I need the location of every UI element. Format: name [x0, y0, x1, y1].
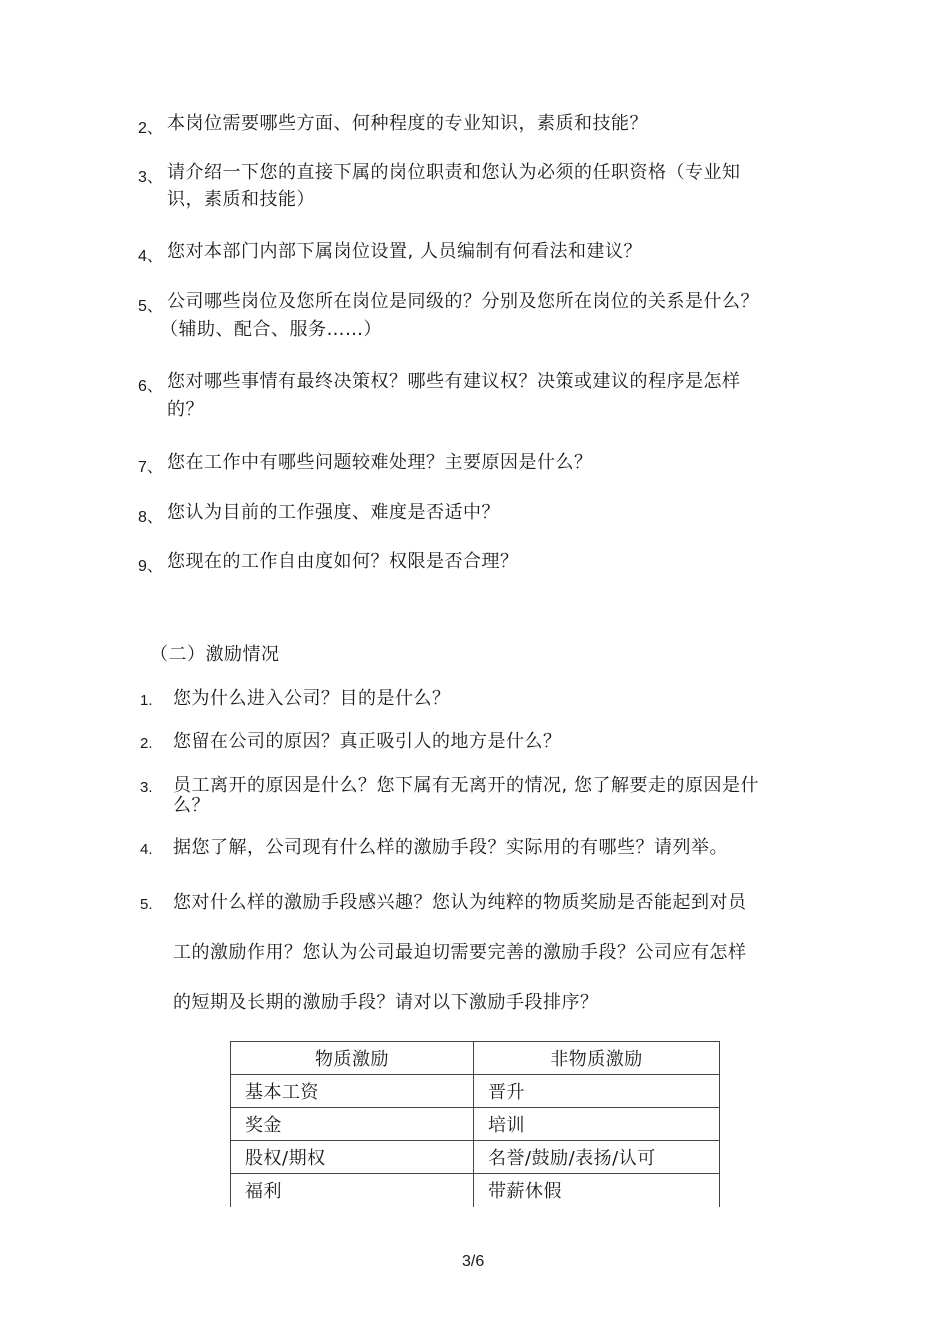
question-text: 本岗位需要哪些方面、何种程度的专业知识，素质和技能？ — [167, 113, 648, 134]
question-text: 员工离开的原因是什么？您下属有无离开的情况, 您了解要走的原因是什 — [173, 775, 759, 796]
column-header-material: 物质激励 — [231, 1042, 474, 1075]
table-header-row — [231, 1042, 720, 1075]
page-number: 3/6 — [462, 1253, 485, 1270]
question-text: 您在工作中有哪些问题较难处理？主要原因是什么？ — [167, 452, 593, 473]
column-header-non-material: 非物质激励 — [474, 1042, 720, 1075]
incentive-table — [230, 1041, 720, 1207]
table-cell: 福利 — [231, 1174, 474, 1207]
question-number: 9、 — [138, 558, 163, 575]
question-text: 您为什么进入公司？目的是什么？ — [173, 688, 451, 709]
table-cell: 股权/期权 — [231, 1141, 474, 1174]
question-number: 4、 — [138, 248, 163, 265]
table-cell: 名誉/鼓励/表扬/认可 — [474, 1141, 720, 1174]
question-text: 您对哪些事情有最终决策权？哪些有建议权？决策或建议的程序是怎样 — [167, 371, 741, 392]
question-text: 您留在公司的原因？真正吸引人的地方是什么？ — [173, 731, 562, 752]
table-cell: 基本工资 — [231, 1075, 474, 1108]
question-text: 您现在的工作自由度如何？权限是否合理？ — [167, 551, 519, 572]
section-heading: （二）激励情况 — [150, 644, 280, 665]
question-number: 8、 — [138, 509, 163, 526]
question-text-cont: 么？ — [173, 795, 210, 816]
question-number: 1. — [140, 692, 153, 709]
question-number: 7、 — [138, 459, 163, 476]
question-text: 您对什么样的激励手段感兴趣？您认为纯粹的物质奖励是否能起到对员 — [173, 892, 747, 913]
table-row — [231, 1108, 720, 1141]
question-text-cont: 的？ — [167, 399, 204, 420]
question-number: 3. — [140, 779, 153, 796]
question-text: 您对本部门内部下属岗位设置, 人员编制有何看法和建议？ — [167, 241, 642, 262]
question-number: 5. — [140, 896, 153, 913]
table-row — [231, 1174, 720, 1207]
question-text: 公司哪些岗位及您所在岗位是同级的？分别及您所在岗位的关系是什么？ — [167, 291, 759, 312]
question-number: 4. — [140, 841, 153, 858]
table-cell: 带薪休假 — [474, 1174, 720, 1207]
question-number: 2. — [140, 735, 153, 752]
question-text-cont: 识，素质和技能） — [167, 189, 315, 210]
table-row — [231, 1141, 720, 1174]
question-text: 请介绍一下您的直接下属的岗位职责和您认为必须的任职资格（专业知 — [167, 162, 741, 183]
question-number: 5、 — [138, 298, 163, 315]
question-number: 3、 — [138, 169, 163, 186]
question-text: 您认为目前的工作强度、难度是否适中？ — [167, 502, 500, 523]
question-number: 2、 — [138, 120, 163, 137]
question-text: 据您了解，公司现有什么样的激励手段？实际用的有哪些？请列举。 — [173, 837, 728, 858]
table-cell: 奖金 — [231, 1108, 474, 1141]
question-text-cont: （辅助、配合、服务……） — [160, 319, 382, 340]
question-text-cont: 的短期及长期的激励手段？请对以下激励手段排序？ — [173, 992, 599, 1013]
table-cell: 培训 — [474, 1108, 720, 1141]
table-row — [231, 1075, 720, 1108]
question-number: 6、 — [138, 378, 163, 395]
question-text-cont: 工的激励作用？您认为公司最迫切需要完善的激励手段？公司应有怎样 — [173, 942, 747, 963]
table-cell: 晋升 — [474, 1075, 720, 1108]
